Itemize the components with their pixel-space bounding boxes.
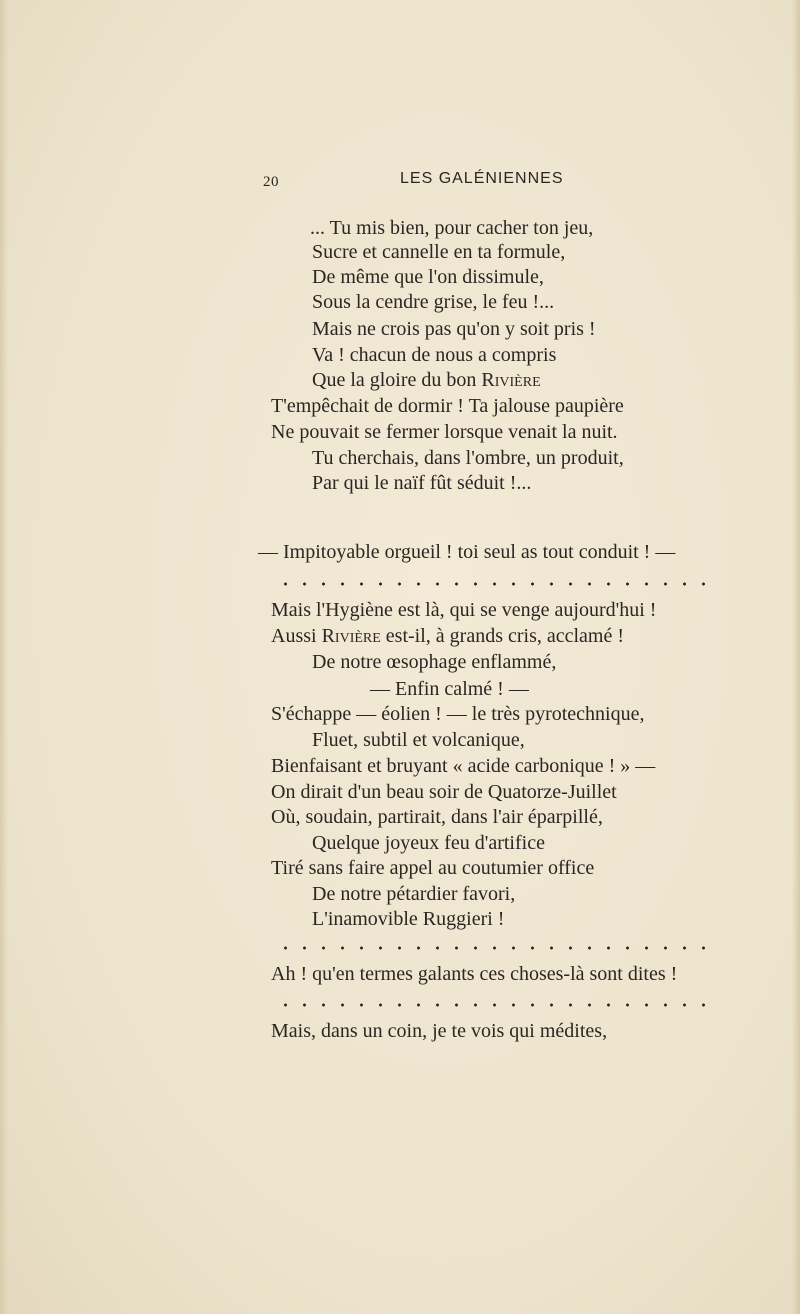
page-number: 20 [263,174,279,190]
verse-line: Ne pouvait se fermer lorsque venait la nuit. [271,421,618,443]
verse-line: Va ! chacun de nous a compris [312,344,557,366]
verse-text: Aussi [271,625,322,647]
proper-name: Rivière [481,369,541,391]
verse-line [312,368,541,392]
proper-name: Rivière [321,625,381,647]
verse-line: De notre œsophage enflammé, [312,651,557,673]
verse-line: — Enfin calmé ! — [370,678,529,700]
page-left-edge [0,0,8,1314]
verse-line: Mais, dans un coin, je te vois qui médites, [271,1020,608,1042]
verse-line: S'échappe — éolien ! — le très pyrotechnique, [271,703,645,725]
verse-line: Ah ! qu'en termes galants ces choses-là sont dites ! [271,963,678,985]
ellipsis-dots [276,581,716,587]
verse-line: L'inamovible Ruggieri ! [312,908,505,930]
verse-line: Sous la cendre grise, le feu !... [312,291,555,313]
verse-line: Fluet, subtil et volcanique, [312,729,525,751]
verse-text: Que la gloire du bon [312,369,482,391]
verse-line: ... Tu mis bien, pour cacher ton jeu, [310,217,594,239]
verse-line: De même que l'on dissimule, [312,266,544,288]
verse-line: De notre pétardier favori, [312,883,516,905]
verse-line: Mais ne crois pas qu'on y soit pris ! [312,318,596,340]
verse-line: Tiré sans faire appel au coutumier office [271,857,595,879]
verse-line: — Impitoyable orgueil ! toi seul as tout conduit ! — [258,541,676,563]
page-right-edge [792,0,800,1314]
verse-line: Tu cherchais, dans l'ombre, un produit, [312,447,624,469]
verse-line: On dirait d'un beau soir de Quatorze-Juillet [271,781,617,803]
verse-line: Où, soudain, partirait, dans l'air éparpillé, [271,806,603,828]
verse-line: Mais l'Hygiène est là, qui se venge aujourd'hui ! [271,599,657,621]
verse-text: est-il, à grands cris, acclamé ! [380,625,625,647]
verse-line: Par qui le naïf fût séduit !... [312,472,532,494]
ellipsis-dots [276,945,716,951]
running-title: LES GALÉNIENNES [400,170,564,187]
ellipsis-dots [276,1002,716,1008]
verse-line [271,624,624,648]
verse-line: Bienfaisant et bruyant « acide carbonique ! » — [271,755,656,777]
verse-line: T'empêchait de dormir ! Ta jalouse paupière [271,395,624,417]
verse-line: Sucre et cannelle en ta formule, [312,241,566,263]
verse-line: Quelque joyeux feu d'artifice [312,832,545,854]
